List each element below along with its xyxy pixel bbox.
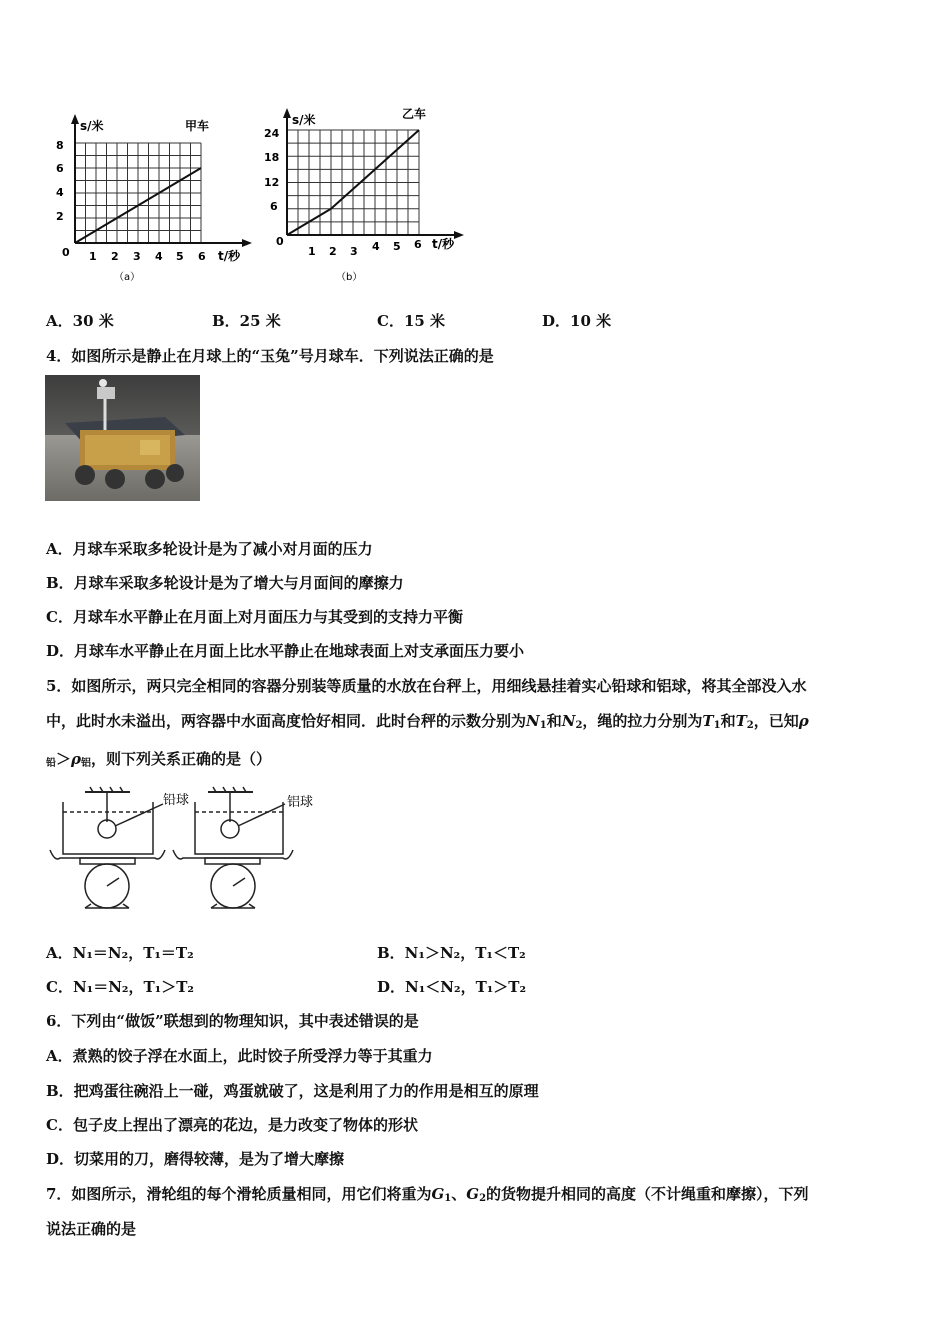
q4-option-d: D．月球车水平静止在月面上比水平静止在地球表面上对支承面压力要小 <box>46 642 525 660</box>
q6-option-d: D．切菜用的刀，磨得较薄，是为了增大摩擦 <box>46 1150 345 1168</box>
chart-b-ytick: 12 <box>264 176 280 189</box>
q5-stem-line3: $_铅>\rho_铝$，则下列关系正确的是（） <box>46 750 272 769</box>
q5-option-b: B．N₁＞N₂，T₁＜T₂ <box>377 944 526 962</box>
chart-b <box>262 100 472 284</box>
q4-option-a: A．月球车采取多轮设计是为了减小对月面的压力 <box>46 540 373 558</box>
chart-a-y-arrow <box>71 114 79 124</box>
lunar-rover-photo <box>45 375 200 501</box>
chart-b-ylabel: s/米 <box>292 113 316 127</box>
q5-stem-line1: 5．如图所示，两只完全相同的容器分别装等质量的水放在台秤上，用细线悬挂着实心铅球和铝球，将其全部没入水 <box>46 677 807 695</box>
chart-a-xtick: 0 <box>62 246 70 259</box>
q6-option-c: C．包子皮上捏出了漂亮的花边，是力改变了物体的形状 <box>46 1116 418 1134</box>
q3-option-a: A．30 米 <box>46 312 114 330</box>
q6-option-a: A．煮熟的饺子浮在水面上，此时饺子所受浮力等于其重力 <box>46 1047 433 1065</box>
chart-a-xtick: 1 <box>89 250 97 263</box>
q4-option-b: B．月球车采取多轮设计是为了增大与月面间的摩擦力 <box>46 574 404 592</box>
chart-b-ytick: 24 <box>264 127 280 140</box>
chart-b-series-label: 乙车 <box>402 107 427 121</box>
q5-option-c: C．N₁＝N₂，T₁＞T₂ <box>46 978 194 996</box>
q5-option-d: D．N₁＜N₂，T₁＞T₂ <box>377 978 527 996</box>
chart-b-xtick: 1 <box>308 245 316 258</box>
chart-b-xlabel: t/秒 <box>432 237 455 251</box>
chart-a-xtick: 5 <box>176 250 184 263</box>
chart-a-xtick: 3 <box>133 250 141 263</box>
chart-b-xtick: 4 <box>372 240 380 253</box>
chart-a-xtick: 2 <box>111 250 119 263</box>
chart-b-xtick: 5 <box>393 240 401 253</box>
chart-b-xtick: 2 <box>329 245 337 258</box>
q7-stem-line2: 说法正确的是 <box>46 1220 137 1238</box>
q3-option-c: C．15 米 <box>377 312 446 330</box>
chart-b-y-arrow <box>283 108 291 118</box>
chart-b-xtick: 3 <box>350 245 358 258</box>
chart-a-series-label: 甲车 <box>185 119 210 133</box>
q5-stem-line2: 中，此时水未溢出，两容器中水面高度恰好相同．此时台秤的示数分别为$N_1$和$N_2$，绳的拉力分别为$T_1$和$T_2$，已知ρ <box>46 712 809 731</box>
chart-a-ylabel: s/米 <box>80 119 104 133</box>
chart-b-grid <box>287 130 419 235</box>
chart-b-caption: （b） <box>336 272 363 283</box>
chart-a-ytick: 6 <box>56 162 64 175</box>
q5-figure <box>45 782 335 914</box>
q6-option-b: B．把鸡蛋往碗沿上一碰，鸡蛋就破了，这是利用了力的作用是相互的原理 <box>46 1082 539 1100</box>
chart-a-ytick: 4 <box>56 186 64 199</box>
chart-b-ytick: 6 <box>270 200 278 213</box>
q5-figure-label-right: 铝球 <box>287 795 314 810</box>
q3-option-d: D．10 米 <box>542 312 612 330</box>
q4-option-c: C．月球车水平静止在月面上对月面压力与其受到的支持力平衡 <box>46 608 463 626</box>
q3-option-b: B．25 米 <box>212 312 281 330</box>
chart-b-x-arrow <box>454 231 464 239</box>
chart-b-xtick: 6 <box>414 238 422 251</box>
q4-stem: 4．如图所示是静止在月球上的“玉兔”号月球车．下列说法正确的是 <box>46 347 494 365</box>
chart-a-xtick: 4 <box>155 250 163 263</box>
chart-a-xtick: 6 <box>198 250 206 263</box>
chart-a <box>50 112 260 284</box>
chart-a-ytick: 8 <box>56 139 64 152</box>
q5-figure-label-left: 铅球 <box>163 793 190 808</box>
q6-stem: 6．下列由“做饭”联想到的物理知识，其中表述错误的是 <box>46 1012 419 1030</box>
chart-a-x-arrow <box>242 239 252 247</box>
chart-a-grid <box>75 143 201 243</box>
chart-a-ytick: 2 <box>56 210 64 223</box>
chart-a-xlabel: t/秒 <box>218 249 241 263</box>
chart-b-xtick: 0 <box>276 235 284 248</box>
chart-a-caption: （a） <box>114 272 141 283</box>
q5-option-a: A．N₁＝N₂，T₁＝T₂ <box>46 944 194 962</box>
chart-b-ytick: 18 <box>264 151 280 164</box>
q7-stem-line1: 7．如图所示，滑轮组的每个滑轮质量相同，用它们将重为$G_1$、$G_2$的货物提升相同的高度（不计绳重和摩擦），下列 <box>46 1185 809 1204</box>
